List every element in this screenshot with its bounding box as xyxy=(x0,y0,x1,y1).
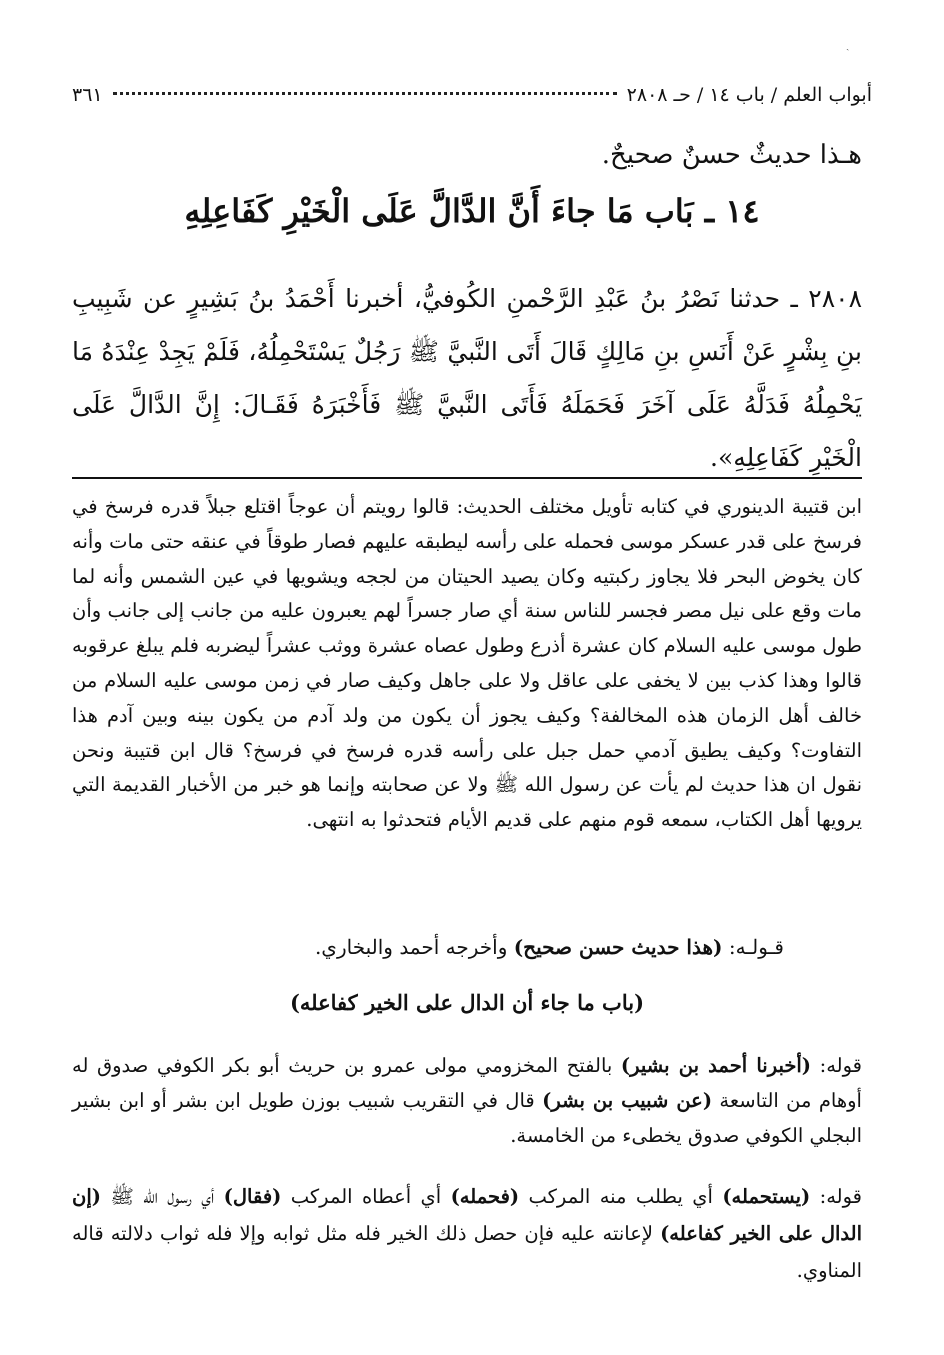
note-label: قـولـه: xyxy=(728,935,784,959)
note-text: قال في التقريب شبيب بوزن طويل ابن بشر أو ابن بشير البجلي الكوفي صدوق يخطىء من الخامسة. xyxy=(72,1089,862,1147)
note-quote: (يستحمله) xyxy=(722,1185,811,1208)
note-quote: (أخبرنا أحمد بن بشير) xyxy=(620,1054,812,1077)
running-header xyxy=(72,84,872,118)
note-label: قوله: xyxy=(819,1054,862,1077)
note-text: أي أعطاه المركب xyxy=(290,1185,442,1208)
note-text: وأخرجه أحمد والبخاري. xyxy=(314,935,508,959)
header-title: أبواب العلم / باب ١٤ / حـ ٢٨٠٨ xyxy=(626,84,872,106)
note-text: بالفتح المخزومي مولى عمرو بن حريث أبو بكر الكوفي صدوق له أوهام من التاسعة xyxy=(72,1054,862,1112)
chapter-heading: ١٤ ـ بَاب مَا جاءَ أَنَّ الدَّالَّ عَلَى الْخَيْرِ كَفَاعِلِهِ xyxy=(184,192,760,230)
commentary-note-meaning xyxy=(72,1178,862,1289)
note-quote: (إن الدال على الخير كفاعله) xyxy=(72,1185,862,1245)
note-quote: (عن شبيب بن بشر) xyxy=(542,1089,713,1112)
note-text: أي رسول الله ﷺ xyxy=(110,1185,215,1208)
note-quote: (هذا حديث حسن صحيح) xyxy=(513,935,723,959)
commentary-note-narrators xyxy=(72,1048,862,1153)
note-quote: (فقال) xyxy=(223,1185,282,1208)
commentary-chapter-heading: (باب ما جاء أن الدال على الخير كفاعله) xyxy=(289,990,645,1015)
commentary-paragraph: ابن قتيبة الدينوري في كتابه تأويل مختلف الحديث: قالوا رويتم أن عوجاً اقتلع جبلاً قدره فرسخ في فرسخ على قدر عسكر موسى فحمله على رأسه ليطبقه عليهم فصار طوقاً في عنقه حتى مات وأنه كان يخوض البحر فلا يجاوز ركبتيه وكان يصيد الحيتان من لججه ويشويها في عين الشمس وأنه لما مات وقع على نيل مصر فجسر للناس سنة أي صار جسراً لهم يعبرون عليه من جانب إلى جانب وأن طول موسى عليه السلام كان عشرة أذرع وطول عصاه عشرة ووثب عشراً ليضربه فلم يبلغ عرقوبه قالوا وهذا كذب بين لا يخفى على عاقل ولا على جاهل وكيف صار في زمن موسى عليه السلام من خالف أهل الزمان هذه المخالفة؟ وكيف يجوز أن يكون من ولد آدم من يكون بينه وبين آدم هذا التفاوت؟ وكيف يطيق آدمي حمل جبل على رأسه قدره فرسخ في فرسخ؟ قال ابن قتيبة ونحن نقول ان هذا حديث لم يأت عن رسول الله ﷺ ولا عن صحابته وإنما هو خبر من الأخبار القديمة التي يرويها أهل الكتاب، سمعه قوم منهم على قديم الأيام فتحدثوا به انتهى. xyxy=(72,495,862,832)
page-number: ٣٦١ xyxy=(72,84,103,106)
scan-mark: ˎ xyxy=(846,40,850,51)
hadith-text: ٢٨٠٨ ـ حدثنا نَصْرُ بنُ عَبْدِ الرَّحْمنِ الكُوفيُّ، أخبرنا أَحْمَدُ بنُ بَشِيرٍ عن شَبِيبِ بنِ بِشْرٍ عَنْ أَنَسِ بنِ مَالِكٍ قَالَ أَتَى النَّبيَّ ﷺ رَجُلٌ يَسْتَحْمِلُهُ، فَلَمْ يَجِدْ عِنْدَهُ مَا يَحْمِلُهُ فَدَلَّهُ عَلَى آخَرَ فَحَمَلَهُ فَأَتَى النَّبيَّ ﷺ فَأَخْبَرَهُ فَقَـالَ: إِنَّ الدَّالَّ عَلَى الْخَيْرِ كَفَاعِلِهِ». xyxy=(72,284,862,472)
note-label: قوله: xyxy=(819,1185,862,1208)
note-quote: (فحمله) xyxy=(450,1185,520,1208)
previous-hadith-grade: هـذا حديثٌ حسنٌ صحيحٌ. xyxy=(601,140,862,170)
footnote-divider xyxy=(72,477,862,479)
header-leader-dots xyxy=(113,92,617,95)
note-text: أي يطلب منه المركب xyxy=(528,1185,713,1208)
note-text: لإعانته عليه فإن حصل ذلك الخير فله مثل ثوابه وإلا فله ثواب دلالته قاله المناوي. xyxy=(72,1222,862,1282)
commentary-note-grade xyxy=(224,935,784,959)
